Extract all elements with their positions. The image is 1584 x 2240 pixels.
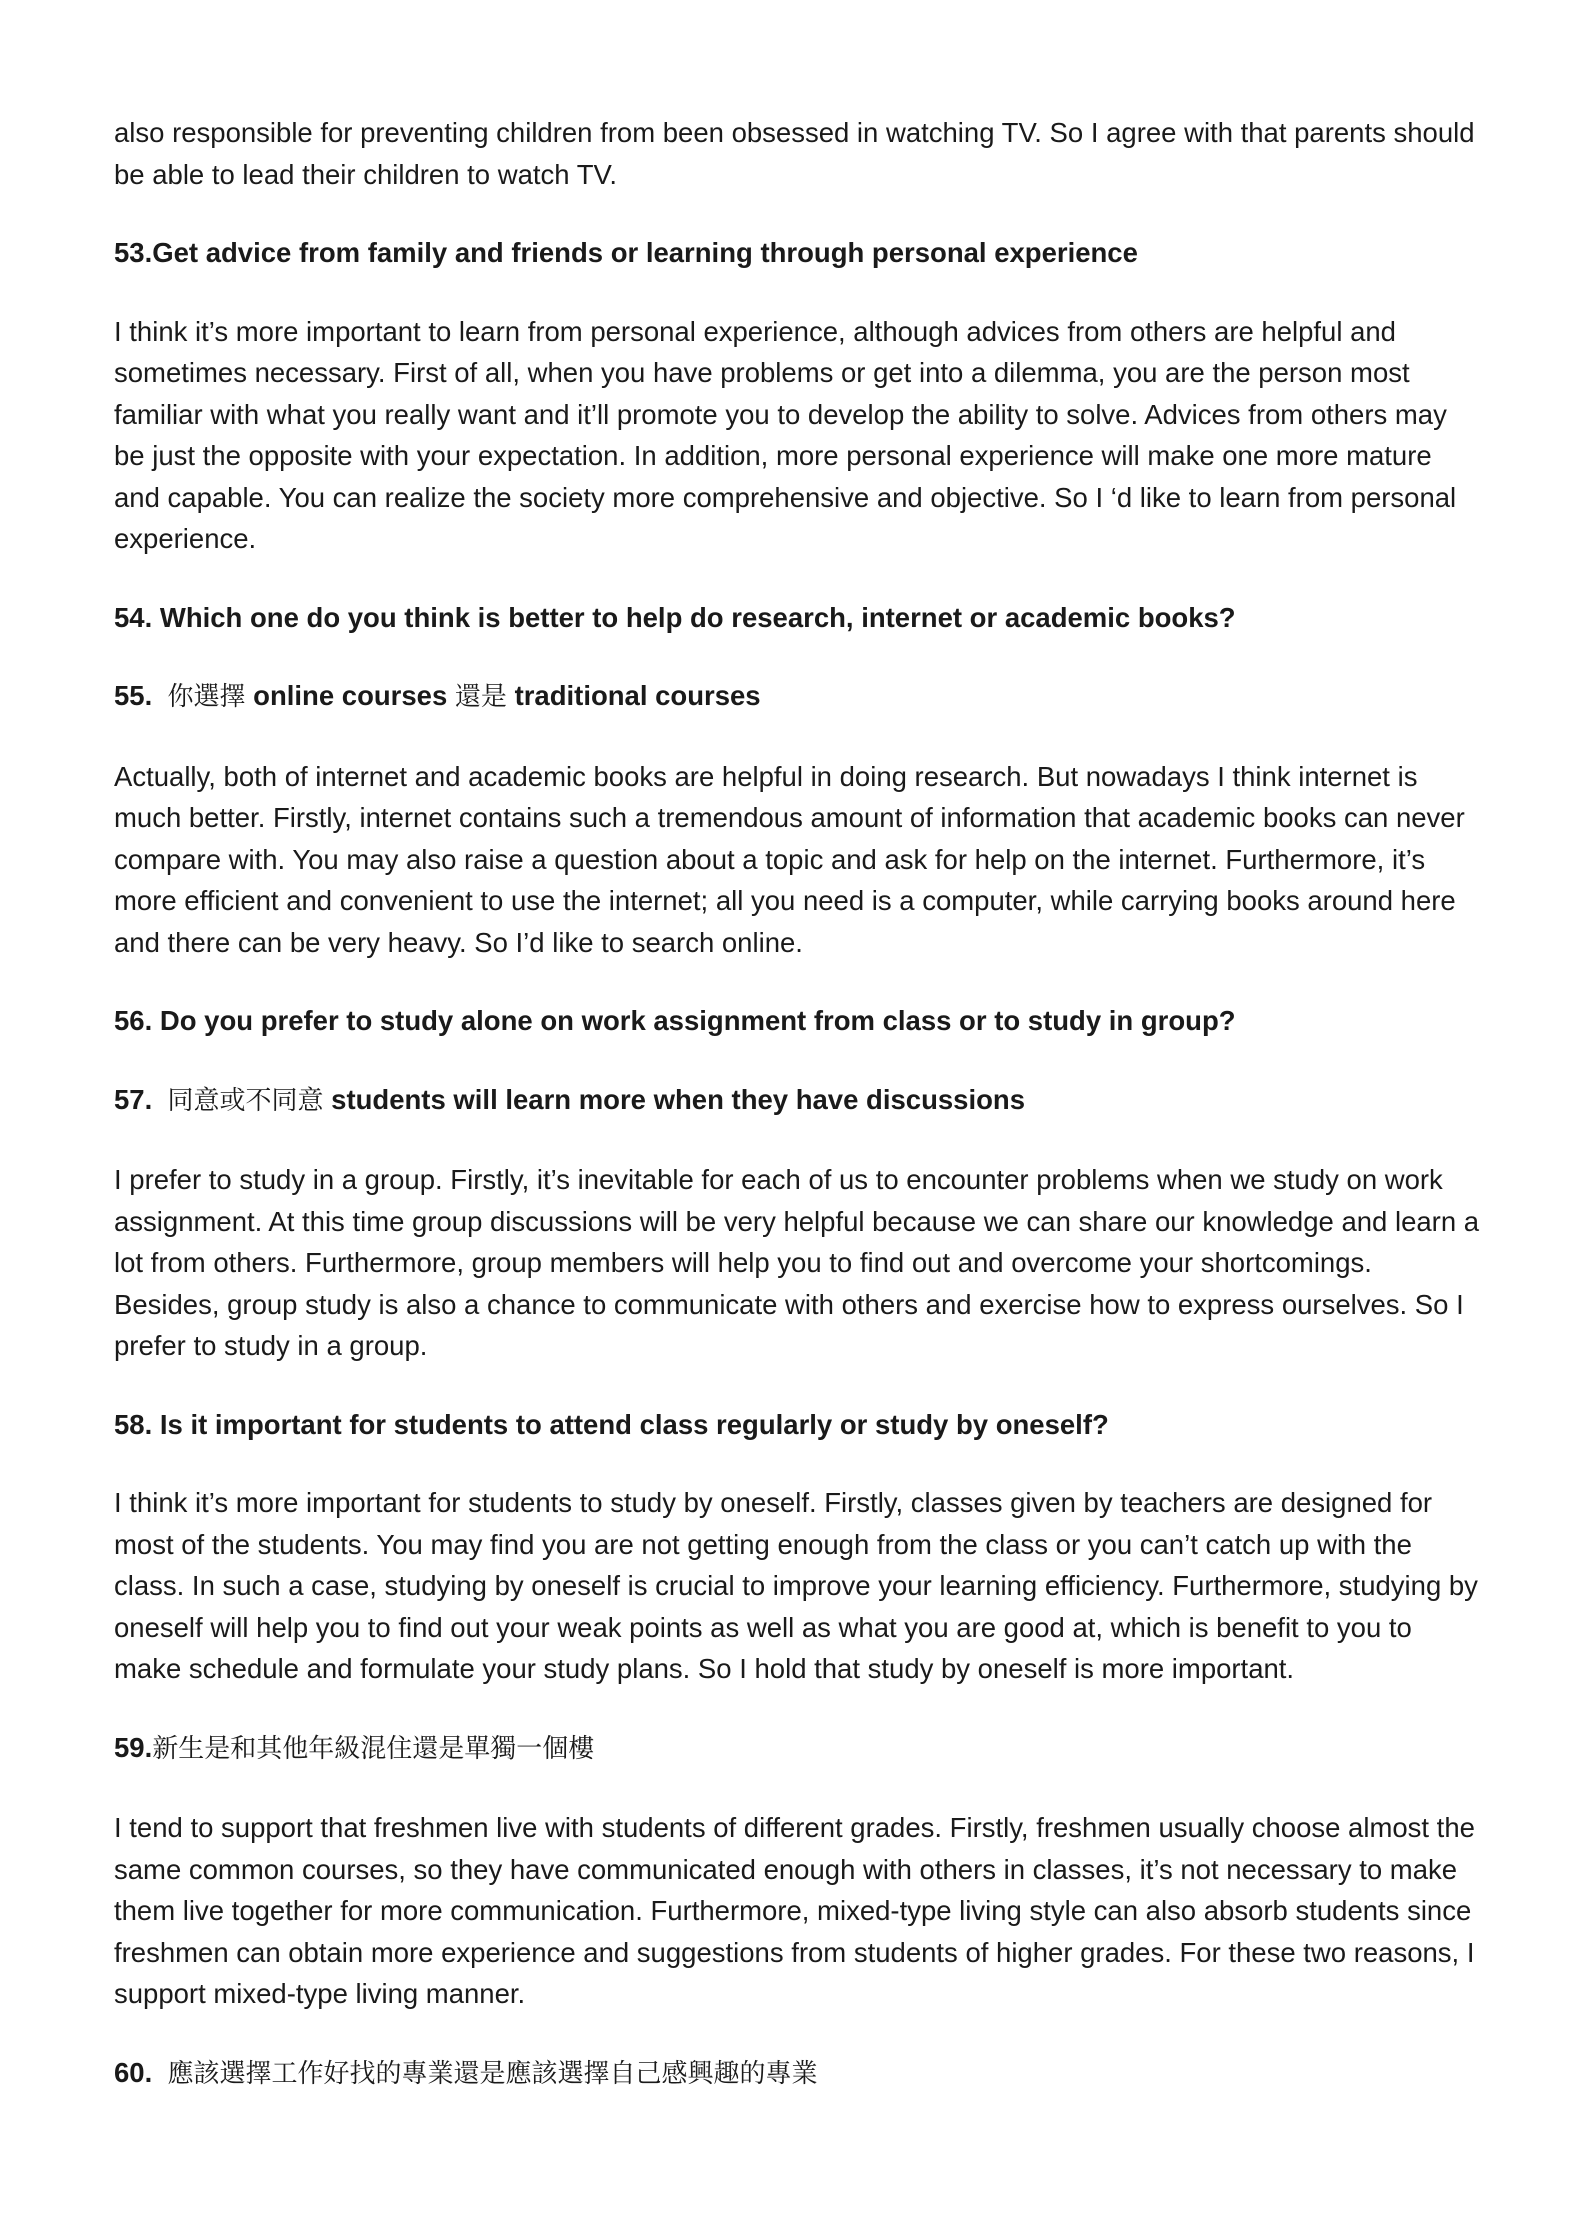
question-57-cjk: 同意或不同意 xyxy=(167,1085,324,1116)
question-54: 54. Which one do you think is better to help do research, internet or academic books? xyxy=(114,601,1236,633)
question-60-cjk: 應該選擇工作好找的專業還是應該選擇自己感興趣的專業 xyxy=(167,2058,818,2089)
question-56: 56. Do you prefer to study alone on work assignment from class or to study in group? xyxy=(114,1005,1236,1036)
question-59 xyxy=(114,1727,1484,1771)
question-55-cjk-1: 你選擇 xyxy=(167,682,246,712)
question-60-number: 60. xyxy=(114,2056,153,2088)
question-60 xyxy=(114,2052,1484,2096)
paragraph-intro: also responsible for preventing children from been obsessed in watching TV. So I agree with that parents should be able to lead their children to watch TV. xyxy=(114,117,1475,190)
question-55-cjk-2: 還是 xyxy=(454,682,507,712)
question-57 xyxy=(114,1079,1484,1123)
answer-58: I think it’s more important for students to study by oneself. Firstly, classes given by teachers are designed for most of the students. You may find you are not getting enough from the class or you can’t catch up with the class. In such a case, studying by oneself is crucial to improve your learning efficiency. Furthermore, studying by oneself will help you to find out your weak points as well as what you are good at, which is benefit to you to make schedule and formulate your study plans. So I hold that study by oneself is more important. xyxy=(114,1487,1478,1684)
answer-53: I think it’s more important to learn from personal experience, although advices from others are helpful and sometimes necessary. First of all, when you have problems or get into a dilemma, you are the person most familiar with what you really want and it’ll promote you to develop the ability to solve. Advices from others may be just the opposite with your expectation. In addition, more personal experience will make one more mature and capable. You can realize the society more comprehensive and objective. So I ‘d like to learn from personal experience. xyxy=(114,315,1457,554)
question-53: 53.Get advice from family and friends or learning through personal experience xyxy=(114,237,1138,268)
question-55 xyxy=(114,675,1484,719)
question-59-number: 59. xyxy=(114,1731,153,1763)
question-59-cjk: 新生是和其他年級混住還是單獨一個樓 xyxy=(152,1733,595,1764)
question-57-number: 57. xyxy=(114,1083,153,1115)
question-55-en-2: traditional courses xyxy=(514,680,761,711)
question-55-en-1: online courses xyxy=(253,680,448,711)
answer-59: I tend to support that freshmen live with students of different grades. Firstly, freshmen usually choose almost the same common courses, so they have communicated enough with others in classes, it’s not necessary to make them live together for more communication. Furthermore, mixed-type living style can also absorb students since freshmen can obtain more experience and suggestions from students of higher grades. For these two reasons, I support mixed-type living manner. xyxy=(114,1812,1475,2009)
question-57-en: students will learn more when they have discussions xyxy=(331,1083,1025,1115)
answer-56: I prefer to study in a group. Firstly, it’s inevitable for each of us to encounter problems when we study on work assignment. At this time group discussions will be very helpful because we can share our knowledge and learn a lot from others. Furthermore, group members will help you to find out and overcome your shortcomings. Besides, group study is also a chance to communicate with others and exercise how to express ourselves. So I prefer to study in a group. xyxy=(114,1164,1480,1361)
question-58: 58. Is it important for students to attend class regularly or study by oneself? xyxy=(114,1408,1109,1440)
question-55-number: 55. xyxy=(114,680,153,711)
answer-54: Actually, both of internet and academic books are helpful in doing research. But nowadays I think internet is much better. Firstly, internet contains such a tremendous amount of information that academic books can never compare with. You may also raise a question about a topic and ask for help on the internet. Furthermore, it’s more efficient and convenient to use the internet; all you need is a computer, while carrying books around here and there can be very heavy. So I’d like to search online. xyxy=(114,760,1465,958)
